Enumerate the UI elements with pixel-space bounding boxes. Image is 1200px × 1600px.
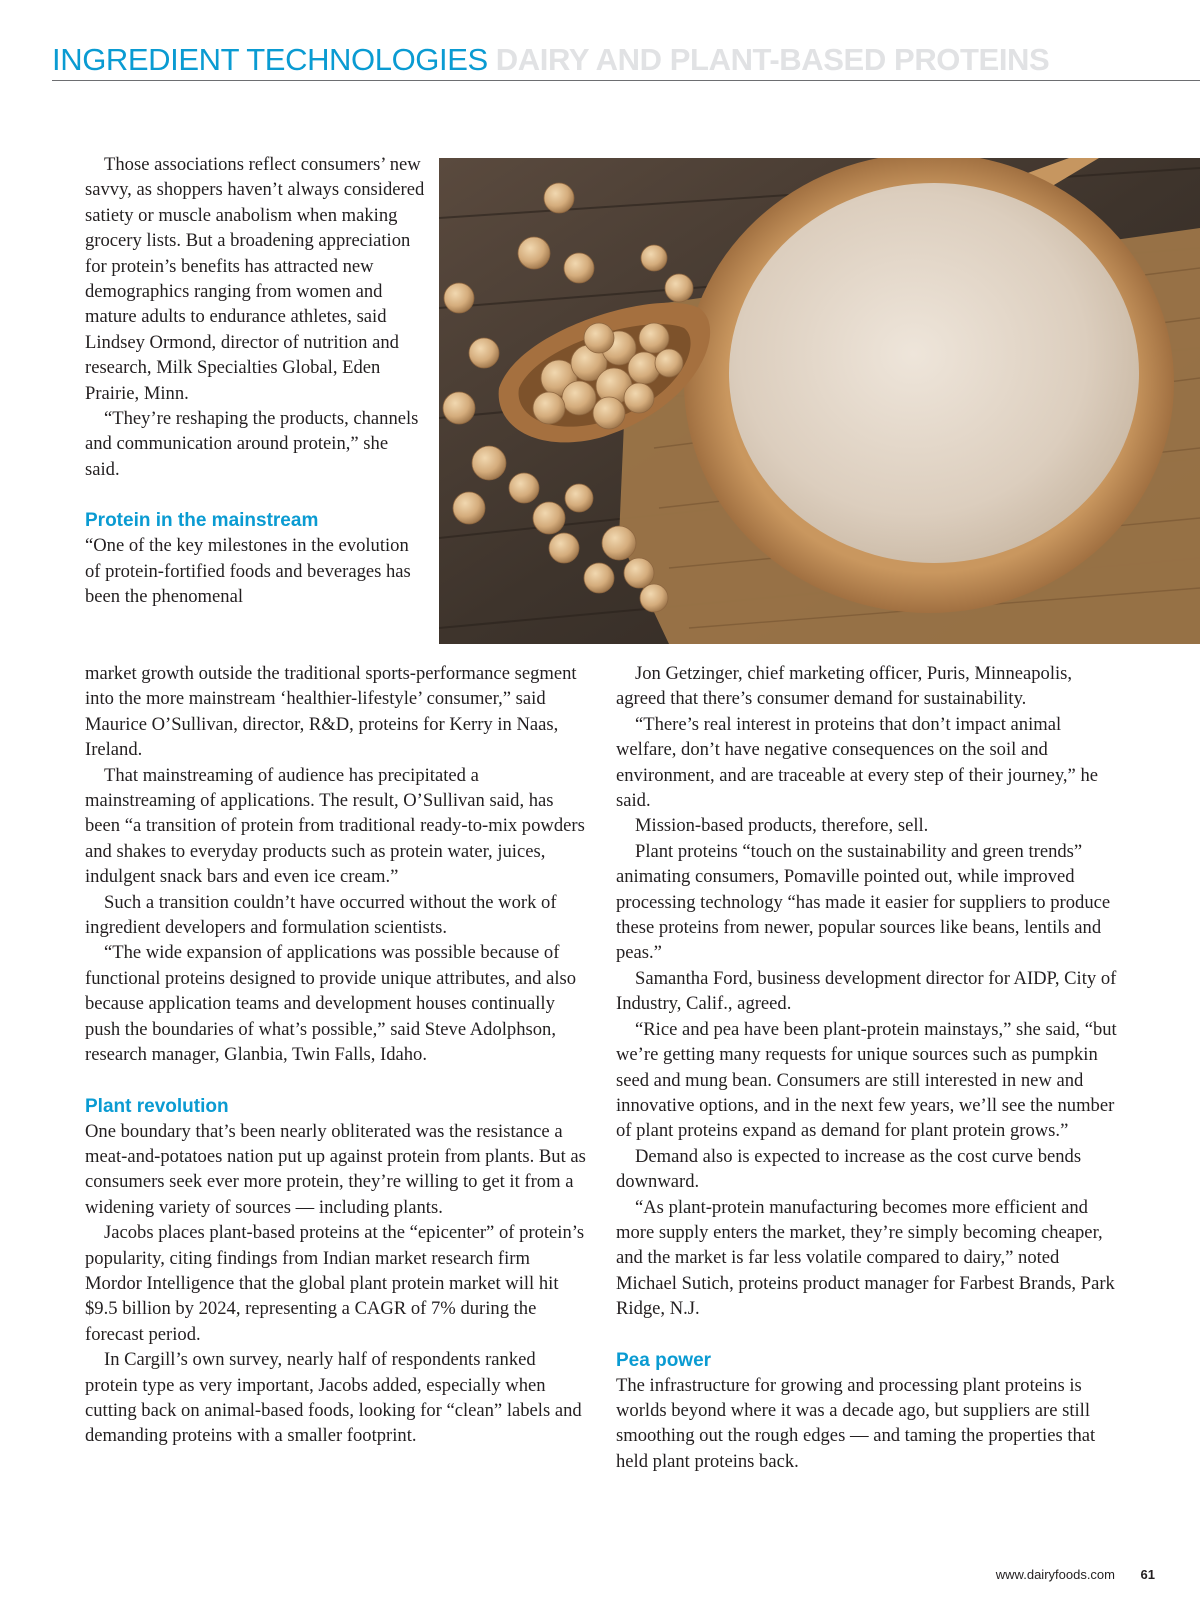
paragraph: Such a transition couldn’t have occurred without the work of ingredient developers and formulation scientists. (85, 891, 557, 939)
page-number: 61 (1140, 1567, 1155, 1582)
paragraph: Demand also is expected to increase as the cost curve bends downward. (616, 1145, 1082, 1193)
right-column (616, 661, 1121, 1474)
section-title: INGREDIENT TECHNOLOGIES (52, 42, 488, 77)
paragraph: Jon Getzinger, chief marketing officer, Puris, Minneapolis, agreed that there’s consumer demand for sustainability. (616, 663, 1073, 710)
paragraph: “One of the key milestones in the evolution of protein-fortified foods and beverages has been the phenomenal (85, 535, 411, 608)
paragraph: “Rice and pea have been plant-protein mainstays,” she said, “but we’re getting many requests for unique sources such as pumpkin seed and mung bean. Consumers are still interested in new and innovative options, and in the next few years, we’ll see the number of plant proteins expand as demand for plant protein grows.” (616, 1018, 1117, 1142)
left-column (85, 661, 590, 1449)
paragraph: That mainstreaming of audience has precipitated a mainstreaming of applications. The result, O’Sullivan said, has been “a transition of protein from traditional ready-to-mix powders and shakes to everyday products such as protein water, juices, indulgent snack bars and even ice cream.” (85, 764, 585, 888)
paragraph: The infrastructure for growing and processing plant proteins is worlds beyond where it was a decade ago, but suppliers are still smoothing out the rough edges — and taming the properties that held plant proteins back. (616, 1374, 1096, 1472)
paragraph: Mission-based products, therefore, sell. (635, 815, 929, 837)
paragraph: One boundary that’s been nearly obliterated was the resistance a meat-and-potatoes nation put up against protein from plants. But as consumers seek ever more protein, they’re willing to get it from a widening variety of sources — including plants. (85, 1120, 586, 1218)
page-footer (0, 1567, 1200, 1587)
subheading-plant-revolution: Plant revolution (85, 1095, 229, 1117)
intro-column (85, 152, 425, 610)
paragraph: “The wide expansion of applications was possible because of functional proteins designed to provide unique attributes, and also because application teams and development houses continually push the boundaries of what’s possible,” said Steve Adolphson, research manager, Glanbia, Twin Falls, Idaho. (85, 942, 577, 1066)
paragraph: “They’re reshaping the products, channels and communication around protein,” she said. (85, 408, 419, 480)
paragraph: “There’s real interest in proteins that don’t impact animal welfare, don’t have negative consequences on the soil and environment, and are traceable at every step of their journey,” he said. (616, 713, 1099, 812)
subsection-title: DAIRY AND PLANT-BASED PROTEINS (495, 42, 1050, 77)
chickpea-flour-photo (439, 158, 1200, 644)
subheading-pea-power: Pea power (616, 1349, 712, 1371)
paragraph: Jacobs places plant-based proteins at the “epicenter” of protein’s popularity, citing findings from Indian market research firm Mordor Intelligence that the global plant protein market will hit $9.5 billion by 2024, representing a CAGR of 7% during the forecast period. (85, 1222, 585, 1345)
paragraph: Plant proteins “touch on the sustainability and green trends” animating consumers, Pomaville pointed out, while improved processing technology “has made it easier for suppliers to produce these proteins from newer, popular sources like beans, lentils and peas.” (616, 840, 1111, 964)
paragraph: market growth outside the traditional sports-performance segment into the more mainstream ‘healthier-lifestyle’ consumer,” said Maurice O’Sullivan, director, R&D, proteins for Kerry in Naas, Ireland. (85, 663, 577, 761)
subheading-mainstream: Protein in the mainstream (85, 510, 319, 532)
website-url: www.dairyfoods.com (995, 1567, 1115, 1582)
paragraph: In Cargill’s own survey, nearly half of respondents ranked protein type as very important, Jacobs added, especially when cutting back on animal-based foods, looking for “clean” labels and demanding proteins with a smaller footprint. (85, 1349, 582, 1447)
photo-icon (439, 158, 1200, 644)
running-header (52, 40, 1200, 81)
paragraph: “As plant-protein manufacturing becomes more efficient and more supply enters the market, they’re simply becoming cheaper, and the market is far less volatile compared to dairy,” noted Michael Sutich, proteins product manager for Farbest Brands, Park Ridge, N.J. (616, 1196, 1115, 1320)
paragraph: Those associations reflect consumers’ new savvy, as shoppers haven’t always considered satiety or muscle anabolism when making grocery lists. But a broadening appreciation for protein’s benefits has attracted new demographics ranging from women and mature adults to endurance athletes, said Lindsey Ormond, director of nutrition and research, Milk Specialties Global, Eden Prairie, Minn. (85, 154, 425, 404)
paragraph: Samantha Ford, business development director for AIDP, City of Industry, Calif., agreed. (616, 967, 1117, 1015)
